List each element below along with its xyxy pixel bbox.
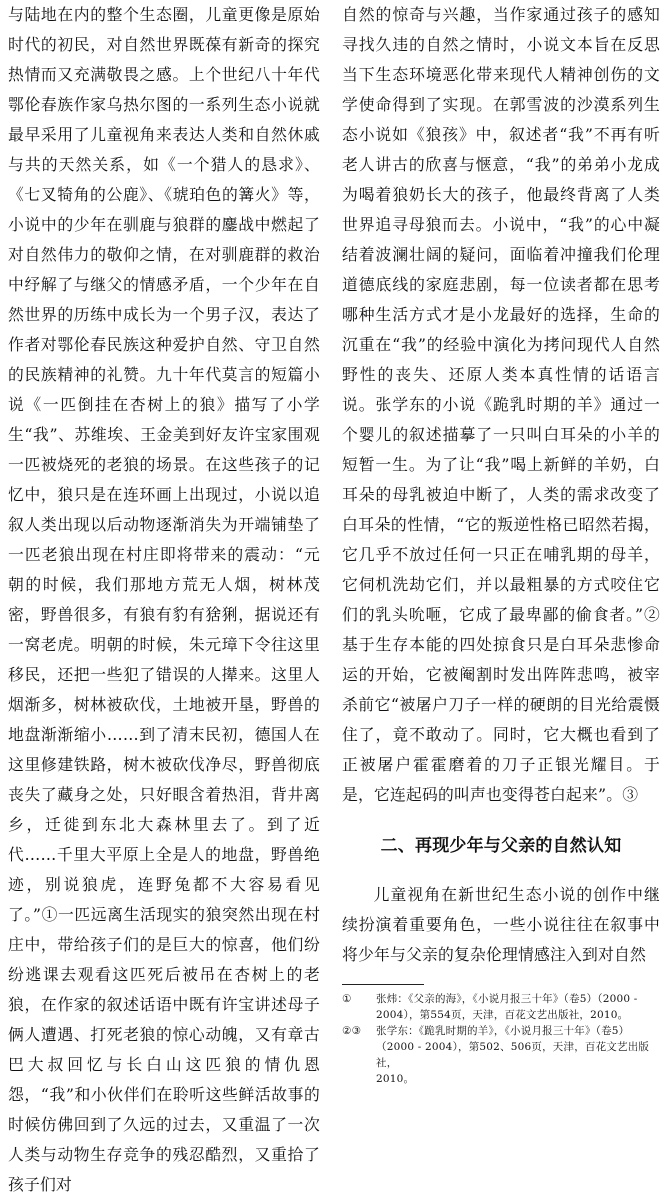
body-paragraph: 儿童视角在新世纪生态小说的创作中继续扮演着重要角色，一些小说往往在叙事中将少年与父亲的复杂伦理情感注入到对自然 [342, 885, 660, 964]
left-column [8, 0, 320, 1200]
footnote-text: （2000 - 2004），第502、506页，天津，百花文艺出版社， [376, 1041, 650, 1069]
footnote [342, 991, 660, 1023]
footnote-marker: ②③ [342, 1025, 362, 1037]
section-heading: 二、再现少年与父亲的自然认知 [380, 836, 622, 856]
footnote-text: 张炜：《父亲的海》，《小说月报三十年》（卷5）（2000 - [376, 993, 638, 1005]
right-column [342, 0, 660, 1087]
footnote-divider [342, 984, 424, 985]
footnote-text: 2004），第554页，天津，百花文艺出版社，2010。 [376, 1009, 629, 1021]
footnote [342, 1023, 660, 1087]
footnote-marker: ① [342, 993, 352, 1005]
footnote-text: 2010。 [376, 1073, 415, 1085]
footnote-text: 张学东：《跪乳时期的羊》，《小说月报三十年》（卷5） [376, 1025, 630, 1037]
body-paragraph: 与陆地在内的整个生态圈，儿童更像是原始时代的初民，对自然世界既葆有新奇的探究热情而又充满敬畏之感。上个世纪八十年代鄂伦春族作家乌热尔图的一系列生态小说就最早采用了儿童视角来表达人类和自然休戚与共的天然关系，如《一个猎人的恳求》、《七叉犄角的公鹿》、《琥珀色的篝火》等，小说中的少年在驯鹿与狼群的鏖战中燃起了对自然伟力的敬仰之情，在对驯鹿群的救治中纾解了与继父的情感矛盾，一个少年在自然世界的历练中成长为一个男子汉，表达了作者对鄂伦春民族这种爱护自然、守卫自然的民族精神的礼赞。九十年代莫言的短篇小说《一匹倒挂在杏树上的狼》描写了小学生“我”、苏维埃、王金美到好友许宝家围观一匹被烧死的老狼的场景。在这些孩子的记忆中，狼只是在连环画上出现过，小说以追叙人类出现以后动物逐渐消失为开端铺垫了一匹老狼出现在村庄即将带来的震动：“元朝的时候，我们那地方荒无人烟，树林茂密，野兽很多，有狼有豹有猞猁，据说还有一窝老虎。明朝的时候，朱元璋下令往这里移民，还把一些犯了错误的人撵来。这里人烟渐多，树林被砍伐，土地被开垦，野兽的地盘渐渐缩小……到了清末民初，德国人在这里修建铁路，树木被砍伐净尽，野兽彻底丧失了藏身之处，只好眼含着热泪，背井离乡，迁徙到东北大森林里去了。到了近代……千里大平原上全是人的地盘，野兽绝迹，别说狼虎，连野兔都不大容易看见了。”①一匹远离生活现实的狼突然出现在村庄中，带给孩子们的是巨大的惊喜，他们纷纷逃课去观看这匹死后被吊在杏树上的老狼，在作家的叙述话语中既有许宝讲述母子俩人遭遇、打死老狼的惊心动魄，又有章古巴大叔回忆与长白山这匹狼的情仇恩怨，“我”和小伙伴们在聆听这些鲜活故事的时候仿佛回到了久远的过去，又重温了一次人类与动物生存竞争的残忍酷烈，又重拾了孩子们对 [8, 5, 320, 1194]
body-paragraph: 自然的惊奇与兴趣，当作家通过孩子的感知寻找久违的自然之情时，小说文本旨在反思当下生态环境恶化带来现代人精神创伤的文学使命得到了实现。在郭雪波的沙漠系列生态小说如《狼孩》中，叙述者“我”不再有听老人讲古的欣喜与惬意，“我”的弟弟小龙成为喝着狼奶长大的孩子，他最终背离了人类世界追寻母狼而去。小说中，“我”的心中凝结着波澜壮阔的疑问，面临着冲撞我们伦理道德底线的家庭悲剧，每一位读者都在思考哪种生活方式才是小龙最好的选择，生命的沉重在“我”的经验中演化为拷问现代人自然野性的丧失、还原人类本真性情的话语言说。张学东的小说《跪乳时期的羊》通过一个婴儿的叙述描摹了一只叫白耳朵的小羊的短暂一生。为了让“我”喝上新鲜的羊奶，白耳朵的母乳被迫中断了，人类的需求改变了白耳朵的性情，“它的叛逆性格已昭然若揭，它几乎不放过任何一只正在哺乳期的母羊，它伺机洗劫它们，并以最粗暴的方式咬住它们的乳头吮咂，它成了最卑鄙的偷食者。”②基于生存本能的四处掠食只是白耳朵悲惨命运的开始，它被阉割时发出阵阵悲鸣，被宰杀前它“被屠户刀子一样的硬朗的目光给震慑住了，竟不敢动了。同时，它大概也看到了正被屠户霍霍磨着的刀子正银光耀目。于是，它连起码的叫声也变得苍白起来”。③ [342, 5, 660, 804]
